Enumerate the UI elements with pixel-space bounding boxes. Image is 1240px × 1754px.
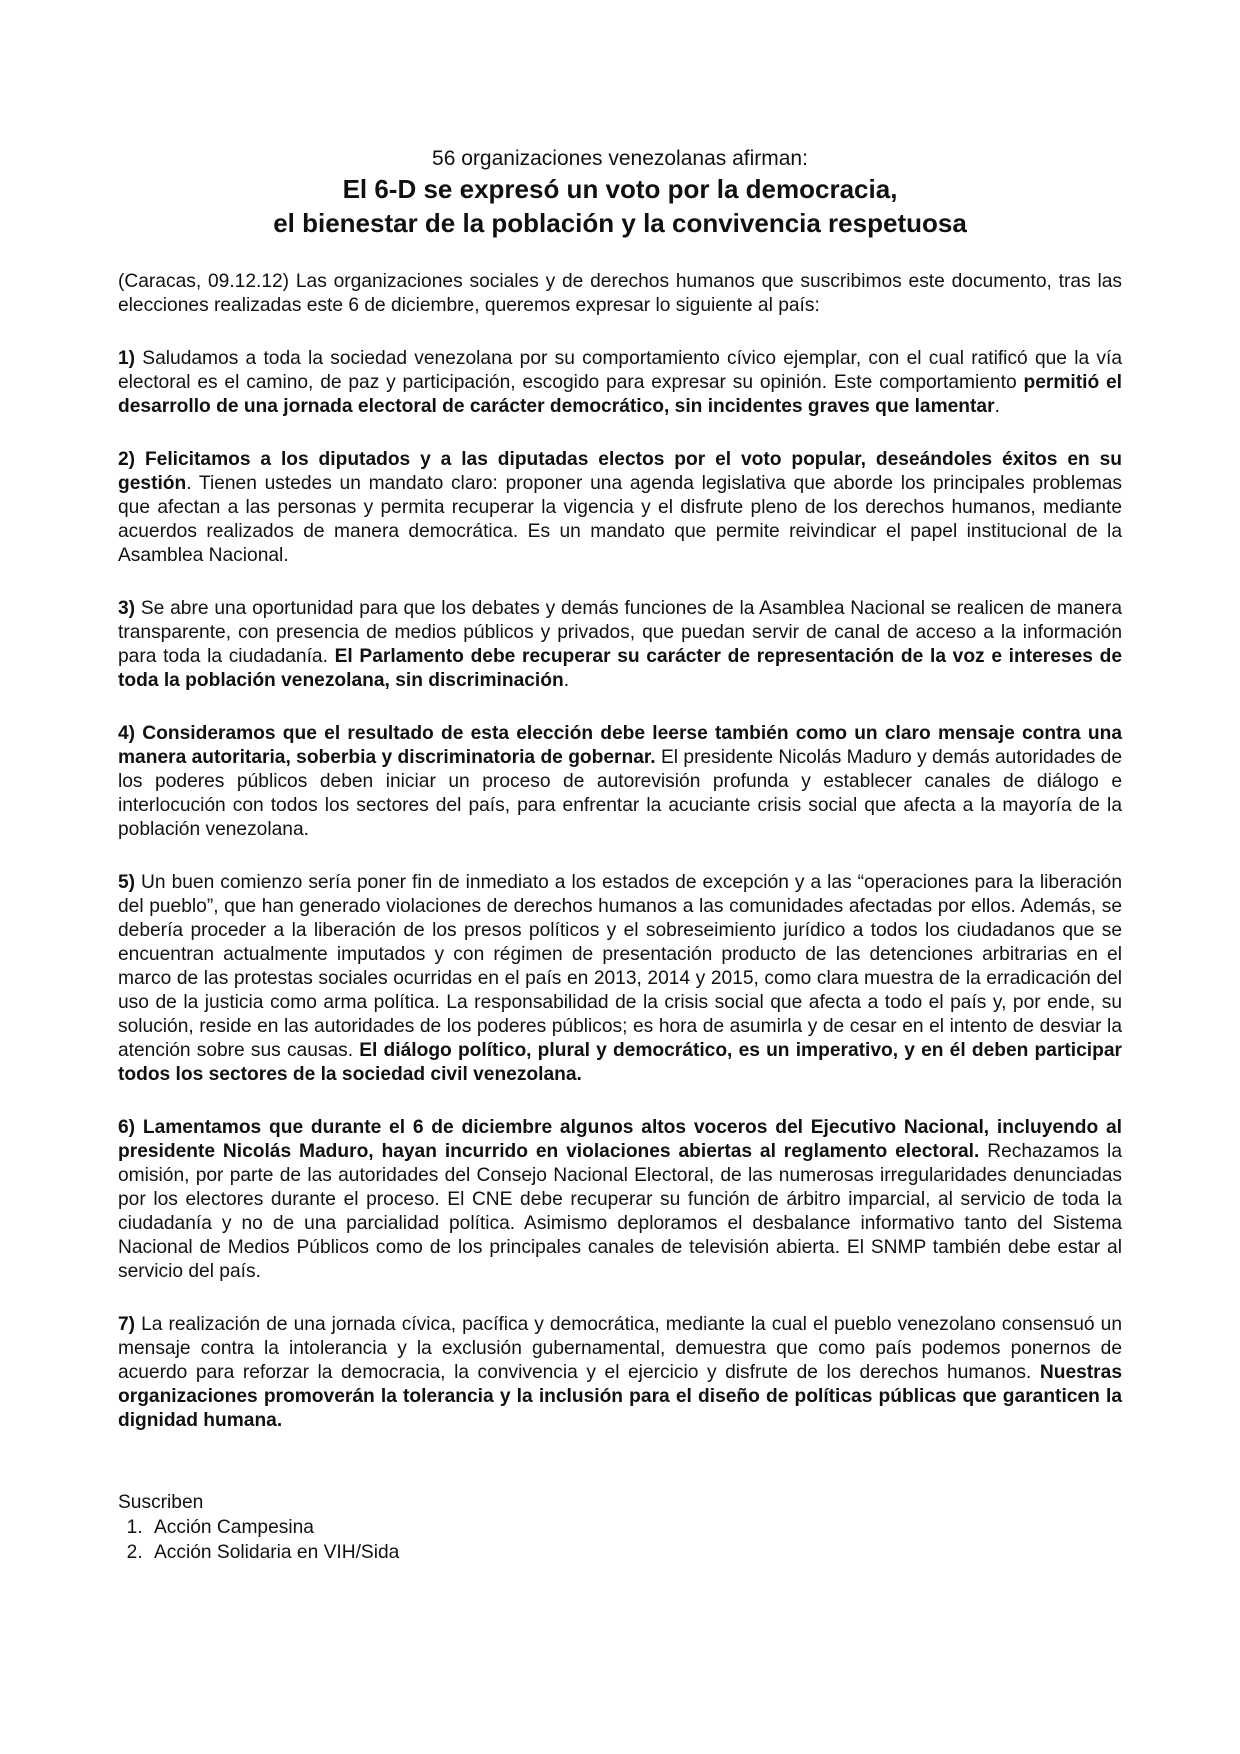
point-text: Se abre una oportunidad para que los debates y demás funciones de la Asamblea Nacional se realicen de manera transparente, con presencia de medios públicos y privados, que puedan servir de canal de acceso a la información para toda la ciudadanía.: [118, 598, 1122, 667]
point-text: Rechazamos la omisión, por parte de las autoridades del Consejo Nacional Electoral, de las numerosas irregularidades denunciadas por los electores durante el proceso. El CNE debe recuperar su función de árbitro imparcial, al servicio de toda la ciudadanía y no de una parcialidad política. Asimismo deploramos el desbalance informativo tanto del Sistema Nacional de Medios Públicos como de los principales canales de televisión abierta. El SNMP también debe estar al servicio del país.: [118, 1141, 1122, 1282]
point-1: [118, 347, 1122, 419]
point-7: [118, 1313, 1122, 1433]
point-emphasis: Lamentamos que durante el 6 de diciembre algunos altos voceros del Ejecutivo Nacional, incluyendo al presidente Nicolás Maduro, hayan incurrido en violaciones abiertas al reglamento electoral.: [118, 1117, 1122, 1162]
list-item: 2. Acción Solidaria en VIH/Sida: [148, 1540, 1122, 1565]
point-2: [118, 448, 1122, 568]
point-number: 2): [118, 449, 136, 470]
kicker-line: 56 organizaciones venezolanas afirman:: [432, 147, 808, 170]
point-text: Un buen comienzo sería poner fin de inmediato a los estados de excepción y a las “operaciones para la liberación del pueblo”, que han generado violaciones de derechos humanos a las comunidades afectadas por ellos. Además, se debería proceder a la liberación de los presos políticos y el sobreseimiento jurídico a todos los ciudadanos que se encuentran actualmente imputados y con régimen de presentación producto de las detenciones arbitrarias en el marco de las protestas sociales ocurridas en el país en 2013, 2014 y 2015, como clara muestra de la erradicación del uso de la justicia como arma política. La responsabilidad de la crisis social que afecta a todo el país y, por ende, su solución, reside en las autoridades de los poderes públicos; es hora de asumirla y de cesar en el intento de desviar la atención sobre sus causas.: [118, 872, 1122, 1061]
signers-section: [118, 1490, 1122, 1565]
signers-heading: Suscriben: [118, 1492, 204, 1513]
point-emphasis: Consideramos que el resultado de esta elección debe leerse también como un claro mensaje contra una manera autoritaria, soberbia y discriminatoria de gobernar.: [118, 723, 1122, 768]
point-5: [118, 871, 1122, 1087]
point-text: . Tienen ustedes un mandato claro: proponer una agenda legislativa que aborde los principales problemas que afectan a las personas y permita recuperar la vigencia y el disfrute pleno de los derechos humanos, mediante acuerdos realizados de manera democrática. Es un mandato que permite reivindicar el papel institucional de la Asamblea Nacional.: [118, 473, 1122, 566]
point-text: Saludamos a toda la sociedad venezolana por su comportamiento cívico ejemplar, con el cual ratificó que la vía electoral es el camino, de paz y participación, escogido para expresar su opinión. Este comportamiento: [118, 348, 1122, 393]
point-4: [118, 722, 1122, 842]
document-header: [118, 0, 1122, 240]
point-text: .: [994, 396, 1000, 417]
point-number: 6): [118, 1117, 136, 1138]
point-6: [118, 1116, 1122, 1284]
point-number: 7): [118, 1314, 136, 1335]
point-emphasis: El diálogo político, plural y democrático, es un imperativo, y en él deben participar todos los sectores de la sociedad civil venezolana.: [118, 1040, 1122, 1085]
point-emphasis: permitió el desarrollo de una jornada electoral de carácter democrático, sin incidentes graves que lamentar: [118, 372, 1122, 417]
point-number: 1): [118, 348, 136, 369]
point-number: 4): [118, 723, 136, 744]
title-line-2: el bienestar de la población y la convivencia respetuosa: [273, 208, 967, 238]
intro-paragraph: (Caracas, 09.12.12) Las organizaciones sociales y de derechos humanos que suscribimos este documento, tras las elecciones realizadas este 6 de diciembre, queremos expresar lo siguiente al país:: [118, 271, 1122, 316]
point-number: 3): [118, 598, 136, 619]
point-text: La realización de una jornada cívica, pacífica y democrática, mediante la cual el pueblo venezolano consensuó un mensaje contra la intolerancia y la exclusión gubernamental, demuestra que como país podemos ponernos de acuerdo para reforzar la democracia, la convivencia y el ejercicio y disfrute de los derechos humanos.: [118, 1314, 1122, 1383]
point-emphasis: Nuestras organizaciones promoverán la tolerancia y la inclusión para el diseño de políticas públicas que garanticen la dignidad humana.: [118, 1362, 1122, 1431]
point-emphasis: Felicitamos a los diputados y a las diputadas electos por el voto popular, deseándoles éxitos en su gestión: [118, 449, 1122, 494]
point-text: El presidente Nicolás Maduro y demás autoridades de los poderes públicos deben iniciar un proceso de autorevisión profunda y establecer canales de diálogo e interlocución con todos los sectores del país, para enfrentar la acuciante crisis social que afecta a la mayoría de la población venezolana.: [118, 747, 1122, 840]
point-emphasis: El Parlamento debe recuperar su carácter de representación de la voz e intereses de toda la población venezolana, sin discriminación: [118, 646, 1122, 691]
point-number: 5): [118, 872, 136, 893]
point-3: [118, 597, 1122, 693]
title-line-1: El 6-D se expresó un voto por la democracia,: [342, 174, 898, 204]
signers-list: [118, 1515, 1122, 1565]
point-text: .: [563, 670, 570, 691]
list-item: 1. Acción Campesina: [148, 1515, 1122, 1540]
